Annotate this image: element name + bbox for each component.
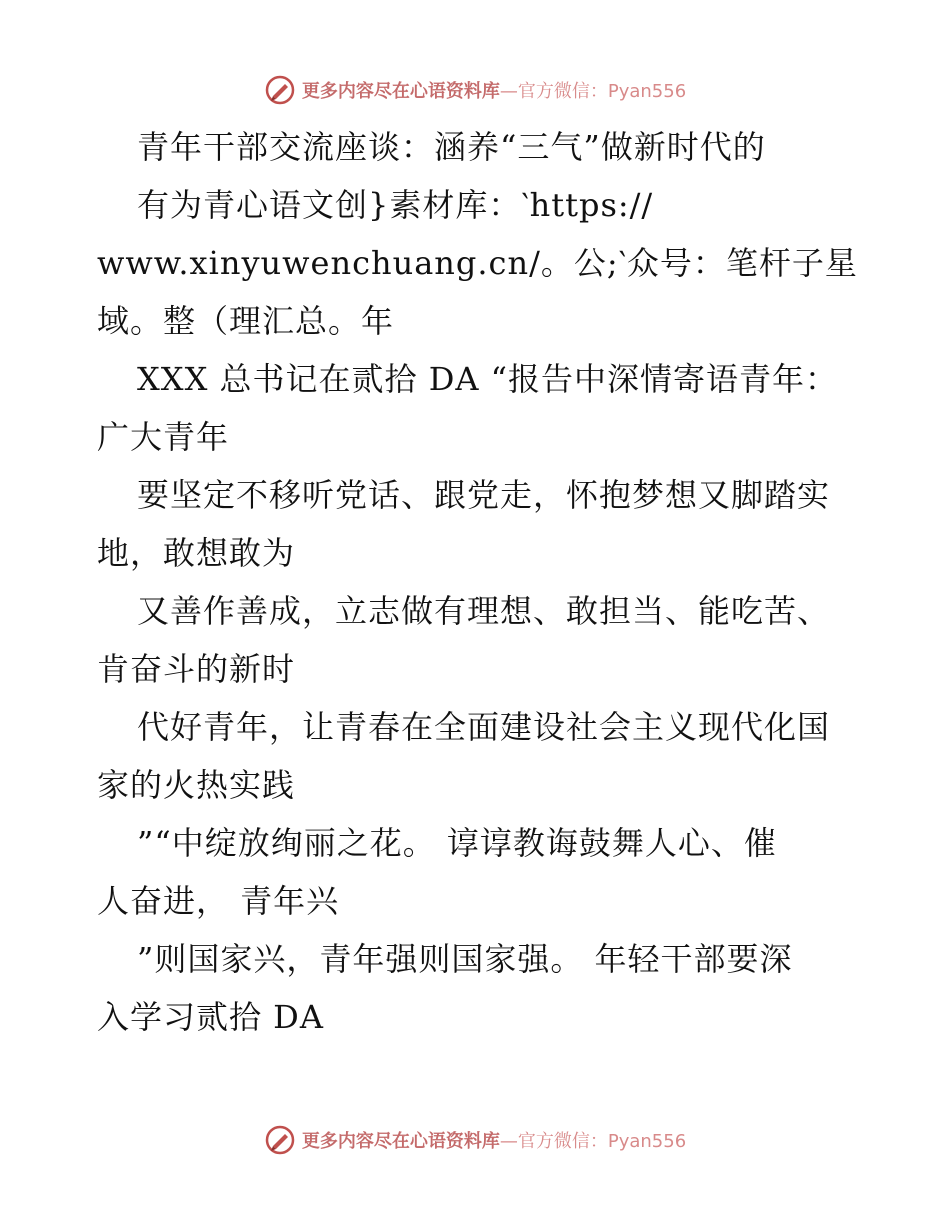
body-line: 又善作善成，立志做有理想、敢担当、能吃苦、 <box>137 592 831 630</box>
body-line: 肯奋斗的新时 <box>97 650 296 688</box>
footer-banner <box>0 1120 950 1160</box>
body-line: 青年干部交流座谈：涵养“三气”做新时代的 <box>137 128 766 166</box>
body-line: ”则国家兴，青年强则国家强。 年轻干部要深 <box>137 940 793 978</box>
body-line: 域。整（理汇总。年 <box>97 302 395 340</box>
header-banner <box>0 70 950 110</box>
body-line: 家的火热实践 <box>97 766 296 804</box>
header-banner-text: 更多内容尽在心语资料库—官方微信：Pyan556 <box>301 81 687 102</box>
body-line: 地，敢想敢为 <box>97 534 296 572</box>
body-line: XXX 总书记在贰拾 DA “报告中深情寄语青年： <box>137 360 838 398</box>
body-line: 广大青年 <box>97 418 230 456</box>
pen-logo-icon <box>264 74 296 106</box>
body-line: 要坚定不移听党话、跟党走，怀抱梦想又脚踏实 <box>137 476 831 514</box>
document-body <box>97 118 857 1046</box>
body-line: 入学习贰拾 DA <box>97 998 324 1036</box>
pen-logo-icon <box>264 1124 296 1156</box>
body-line: 代好青年，让青春在全面建设社会主义现代化国 <box>137 708 831 746</box>
body-line: ”“中绽放绚丽之花。 谆谆教诲鼓舞人心、催 <box>137 824 777 862</box>
body-line: www.xinyuwenchuang.cn/。公;‵众号：笔杆子星 <box>97 244 858 282</box>
body-line: 人奋进， 青年兴 <box>97 882 340 920</box>
body-line: 有为青心语文创}素材库：‵https:// <box>137 186 654 224</box>
footer-banner-text: 更多内容尽在心语资料库—官方微信：Pyan556 <box>301 1131 687 1152</box>
